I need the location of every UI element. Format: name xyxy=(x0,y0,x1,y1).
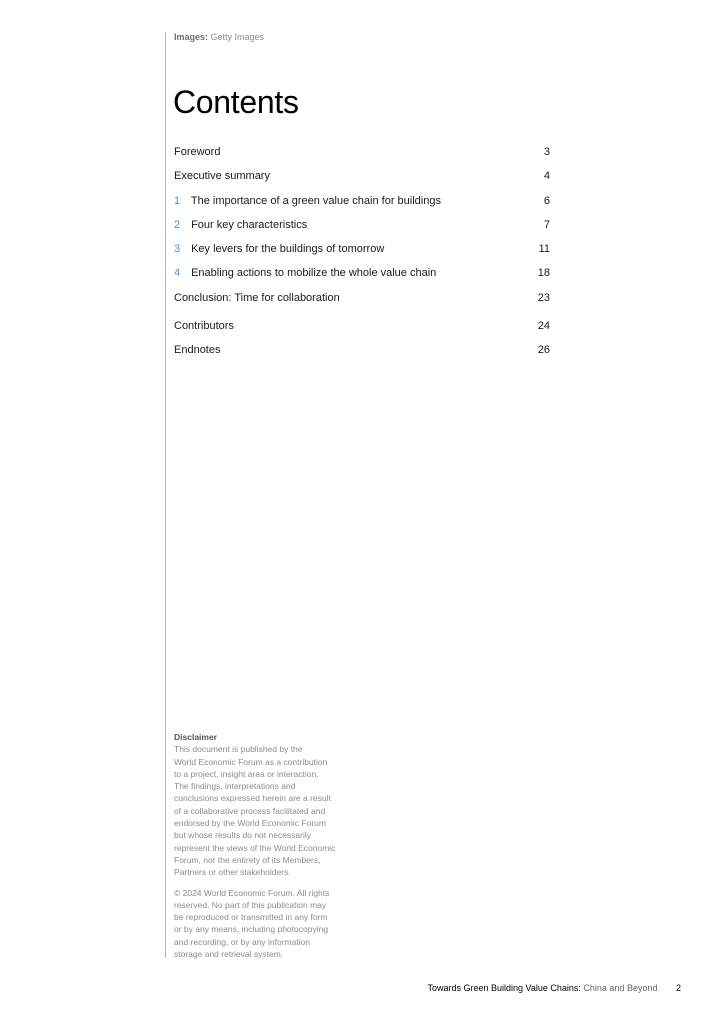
page-number: 2 xyxy=(675,983,681,993)
copyright-line: © 2024 World Economic Forum. All rights xyxy=(174,887,330,898)
toc-item-page: 3 xyxy=(543,146,550,158)
disclaimer-text xyxy=(174,743,349,878)
toc-item-page: 24 xyxy=(537,320,550,333)
toc-item-label: Executive summary xyxy=(174,170,270,183)
disclaimer-line: The findings, interpretations and xyxy=(174,781,296,792)
footer-subtitle: China and Beyond xyxy=(583,983,658,993)
toc-item-chapter-1[interactable] xyxy=(174,194,550,218)
copyright-line: be reproduced or transmitted in any form xyxy=(174,912,328,923)
toc-item-label: Foreword xyxy=(174,146,221,158)
toc-item-executive-summary[interactable] xyxy=(174,169,550,193)
table-of-contents xyxy=(174,145,550,368)
toc-item-page: 11 xyxy=(538,243,550,256)
toc-item-label: Key levers for the buildings of tomorrow xyxy=(191,243,385,256)
toc-item-page: 4 xyxy=(543,170,550,183)
disclaimer-line: endorsed by the World Economic Forum xyxy=(174,818,326,829)
toc-item-number: 2 xyxy=(174,218,181,231)
disclaimer-line: Partners or other stakeholders. xyxy=(174,867,291,878)
image-credit-label: Images: xyxy=(174,32,209,42)
toc-item-number: 3 xyxy=(174,243,181,256)
toc-item-page: 18 xyxy=(537,267,550,280)
image-credit-value: Getty Images xyxy=(210,32,265,42)
toc-item-number: 4 xyxy=(174,267,181,280)
toc-item-contributors[interactable] xyxy=(174,319,550,343)
page-footer xyxy=(427,983,681,993)
copyright-line: and recording, or by any information xyxy=(174,936,311,947)
toc-item-label: Endnotes xyxy=(174,344,221,357)
copyright-line: reserved. No part of this publication may xyxy=(174,899,327,910)
toc-item-label: The importance of a green value chain for buildings xyxy=(190,194,441,207)
toc-item-chapter-2[interactable] xyxy=(174,218,550,242)
toc-item-label: Enabling actions to mobilize the whole value chain xyxy=(191,267,437,280)
disclaimer-line: conclusions expressed herein are a result xyxy=(174,793,331,804)
disclaimer xyxy=(174,731,349,968)
page-title: Contents xyxy=(173,84,299,120)
vertical-rule xyxy=(165,32,166,958)
toc-item-page: 7 xyxy=(543,218,550,231)
copyright-text xyxy=(174,887,349,961)
toc-item-page: 23 xyxy=(537,291,550,304)
disclaimer-line: Forum, nor the entirety of its Members, xyxy=(174,854,321,865)
disclaimer-line: but whose results do not necessarily xyxy=(174,830,312,841)
disclaimer-line: represent the views of the World Economic xyxy=(174,842,336,853)
toc-item-label: Four key characteristics xyxy=(191,218,308,231)
disclaimer-line: This document is published by the xyxy=(174,744,303,755)
copyright-line: or by any means, including photocopying xyxy=(174,924,329,935)
toc-item-endnotes[interactable] xyxy=(174,343,550,367)
toc-item-chapter-3[interactable] xyxy=(174,242,550,266)
toc-item-page: 26 xyxy=(537,344,550,357)
toc-item-foreword[interactable] xyxy=(174,145,550,169)
disclaimer-heading: Disclaimer xyxy=(174,732,217,742)
toc-item-label: Conclusion: Time for collaboration xyxy=(174,291,340,304)
disclaimer-line: World Economic Forum as a contribution xyxy=(174,756,328,767)
disclaimer-line: to a project, insight area or interaction. xyxy=(174,768,319,779)
copyright-line: storage and retrieval system. xyxy=(174,949,284,960)
toc-item-chapter-4[interactable] xyxy=(174,266,550,290)
image-credit xyxy=(174,32,264,42)
toc-item-page: 6 xyxy=(543,194,550,207)
toc-item-number: 1 xyxy=(174,194,181,207)
disclaimer-line: of a collaborative process facilitated and xyxy=(174,805,326,816)
toc-item-conclusion[interactable] xyxy=(174,291,550,315)
toc-item-label: Contributors xyxy=(174,320,234,333)
footer-title: Towards Green Building Value Chains: xyxy=(427,983,581,993)
